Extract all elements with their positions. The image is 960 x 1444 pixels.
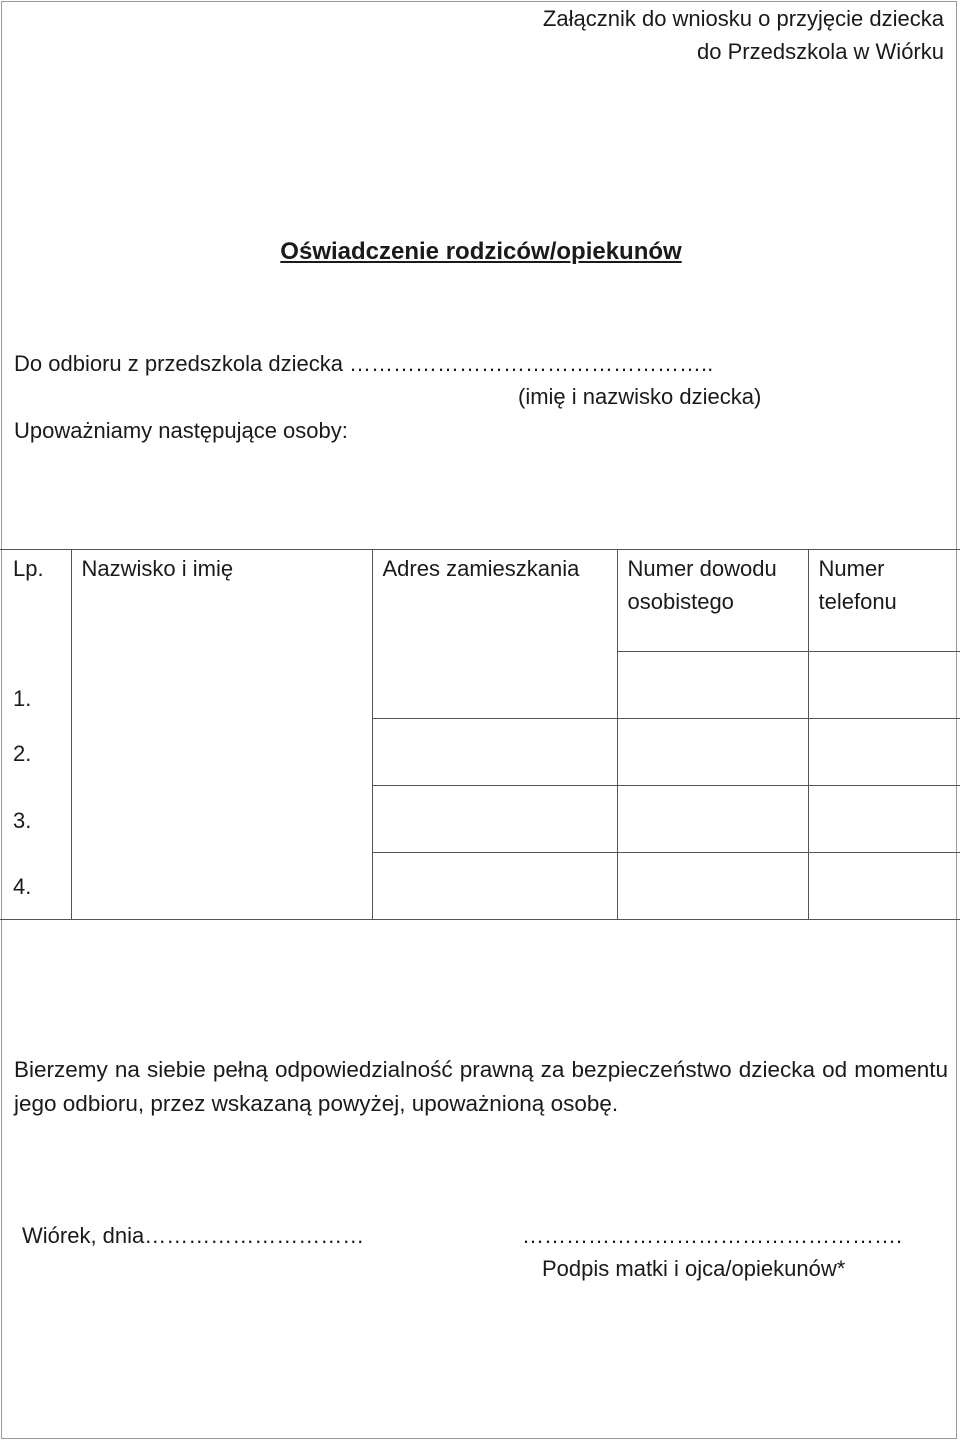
signature-line: …………………………………………….	[522, 1223, 903, 1248]
row-lp: 2.	[0, 719, 71, 786]
table-header-row	[0, 550, 960, 652]
table-row	[0, 652, 960, 719]
row-phone-cell[interactable]	[808, 853, 960, 920]
row-name-cell[interactable]	[71, 652, 372, 719]
row-lp: 1.	[0, 652, 71, 719]
header-id-number: Numer dowodu osobistego	[617, 550, 808, 652]
header-line-2: do Przedszkola w Wiórku	[697, 39, 944, 64]
row-address-cell[interactable]	[372, 719, 617, 786]
signature-label: Podpis matki i ojca/opiekunów*	[542, 1256, 846, 1281]
row-lp: 3.	[0, 786, 71, 853]
responsibility-statement: Bierzemy na siebie pełną odpowiedzialność prawną za bezpieczeństwo dziecka od momentu jego odbioru, przez wskazaną powyżej, upoważnioną osobę.	[14, 1057, 948, 1116]
row-phone-cell[interactable]	[808, 719, 960, 786]
row-address-cell[interactable]	[372, 853, 617, 920]
header-phone: Numer telefonu	[808, 550, 960, 652]
document-title: Oświadczenie rodziców/opiekunów	[280, 238, 682, 265]
row-name-cell[interactable]	[71, 853, 372, 920]
row-phone-cell[interactable]	[808, 652, 960, 719]
attachment-header	[543, 2, 944, 68]
table-row	[0, 719, 960, 786]
row-name-cell[interactable]	[71, 719, 372, 786]
place-date-field: Wiórek, dnia…………………………	[22, 1223, 365, 1248]
pickup-line: Do odbioru z przedszkola dziecka …………………………………………..	[14, 351, 714, 376]
row-id-cell[interactable]	[617, 652, 808, 719]
header-line-1: Załącznik do wniosku o przyjęcie dziecka	[542, 6, 944, 31]
child-name-hint: (imię i nazwisko dziecka)	[518, 384, 762, 409]
authorized-persons-table	[0, 549, 960, 920]
row-lp: 4.	[0, 853, 71, 920]
table-row	[0, 853, 960, 920]
row-id-cell[interactable]	[617, 853, 808, 920]
header-name: Nazwisko i imię	[71, 550, 372, 652]
row-address-cell[interactable]	[372, 786, 617, 853]
row-id-cell[interactable]	[617, 786, 808, 853]
row-phone-cell[interactable]	[808, 786, 960, 853]
row-id-cell[interactable]	[617, 719, 808, 786]
header-lp: Lp.	[0, 550, 71, 652]
authorize-line: Upoważniamy następujące osoby:	[14, 418, 348, 443]
row-address-cell[interactable]	[372, 652, 617, 719]
table-row	[0, 786, 960, 853]
row-name-cell[interactable]	[71, 786, 372, 853]
header-address: Adres zamieszkania	[372, 550, 617, 652]
